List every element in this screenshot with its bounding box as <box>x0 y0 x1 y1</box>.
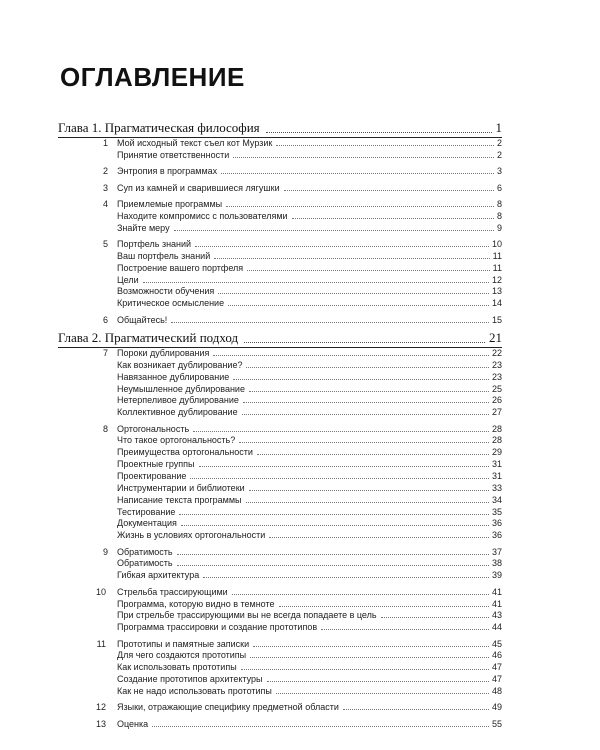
entry-title: Знайте меру <box>117 222 170 233</box>
entry-page-number: 3 <box>496 166 502 177</box>
subsection-entry[interactable] <box>117 407 502 418</box>
chapter-page-number: 1 <box>495 120 502 135</box>
subsection-entry[interactable] <box>117 686 502 697</box>
entry-title: Стрельба трассирующими <box>117 586 228 597</box>
entry-page-number: 15 <box>491 314 502 325</box>
entry-page-number: 8 <box>496 198 502 209</box>
entry-page-number: 55 <box>491 718 502 729</box>
dot-leader <box>203 570 489 578</box>
subsection-entry[interactable] <box>117 471 502 482</box>
entry-page-number: 41 <box>491 586 502 597</box>
entry-page-number: 13 <box>491 286 502 297</box>
section-number: 10 <box>95 586 106 597</box>
dot-leader <box>247 263 489 271</box>
entry-title: Преимущества ортогональности <box>117 447 253 458</box>
dot-leader <box>381 610 489 618</box>
subsection-entry[interactable] <box>117 518 502 529</box>
subsection-entry[interactable] <box>117 435 502 446</box>
section-number: 5 <box>102 238 108 249</box>
subsection-entry[interactable] <box>117 530 502 541</box>
subsection-entry[interactable] <box>117 150 502 161</box>
subsection-entry[interactable] <box>117 558 502 569</box>
section-number: 8 <box>102 423 108 434</box>
dot-leader <box>292 211 494 219</box>
section-number: 6 <box>102 314 108 325</box>
entry-title: Энтропия в программах <box>117 166 218 177</box>
subsection-entry[interactable] <box>117 384 502 395</box>
entry-page-number: 46 <box>491 650 502 661</box>
entry-page-number: 43 <box>491 610 502 621</box>
subsection-entry[interactable] <box>117 372 502 383</box>
dot-leader <box>179 507 489 515</box>
section-entry[interactable] <box>117 138 502 149</box>
dot-leader <box>321 622 489 630</box>
dot-leader <box>267 674 489 682</box>
entry-title: Как возникает дублирование? <box>117 359 243 370</box>
entry-title: Принятие ответственности <box>117 149 230 160</box>
subsection-entry[interactable] <box>117 211 502 222</box>
section-entry[interactable] <box>117 199 502 210</box>
section-entry[interactable] <box>117 348 502 359</box>
entry-page-number: 47 <box>491 662 502 673</box>
entry-title: Жизнь в условиях ортогональности <box>117 530 266 541</box>
dot-leader <box>177 547 489 555</box>
dot-leader <box>253 639 489 647</box>
section-entry[interactable] <box>117 315 502 326</box>
dot-leader <box>190 471 489 479</box>
entry-title: Находите компромисс с пользователями <box>117 210 288 221</box>
entry-page-number: 22 <box>491 348 502 358</box>
entry-title: Как не надо использовать прототипы <box>117 685 272 696</box>
subsection-entry[interactable] <box>117 447 502 458</box>
entry-title: Цели <box>117 274 139 285</box>
entry-page-number: 6 <box>496 182 502 193</box>
subsection-entry[interactable] <box>117 395 502 406</box>
entry-title: Критическое осмысление <box>117 298 225 309</box>
dot-leader <box>266 132 492 133</box>
entry-title: Создание прототипов архитектуры <box>117 674 263 685</box>
entry-title: Построение вашего портфеля <box>117 262 244 273</box>
entry-page-number: 31 <box>491 459 502 470</box>
chapter-title: Глава 1. Прагматическая философия <box>58 120 260 135</box>
entry-title: Программа, которую видно в темноте <box>117 598 275 609</box>
entry-title: Как использовать прототипы <box>117 662 237 673</box>
dot-leader <box>257 447 489 455</box>
entry-page-number: 23 <box>491 371 502 382</box>
entry-page-number: 31 <box>491 471 502 481</box>
dot-leader <box>276 686 489 694</box>
entry-title: Пороки дублирования <box>117 348 210 358</box>
section-number: 1 <box>102 138 108 148</box>
dot-leader <box>241 662 489 670</box>
subsection-entry[interactable] <box>117 251 502 262</box>
section-number: 13 <box>95 718 106 729</box>
entry-title: Возможности обучения <box>117 286 215 297</box>
entry-page-number: 41 <box>491 598 502 609</box>
dot-leader <box>171 315 489 323</box>
page-title: ОГЛАВЛЕНИЕ <box>60 62 245 92</box>
entry-page-number: 37 <box>491 546 502 557</box>
dot-leader <box>269 530 489 538</box>
entry-title: Общайтесь! <box>117 314 168 325</box>
dot-leader <box>343 702 489 710</box>
subsection-entry[interactable] <box>117 459 502 470</box>
dot-leader <box>249 483 489 491</box>
entry-title: Программа трассировки и создание прототипов <box>117 622 318 633</box>
subsection-entry[interactable] <box>117 275 502 286</box>
entry-page-number: 33 <box>491 482 502 493</box>
dot-leader <box>246 495 489 503</box>
dot-leader <box>244 342 485 343</box>
section-entry[interactable] <box>117 639 502 650</box>
subsection-entry[interactable] <box>117 298 502 309</box>
dot-leader <box>152 719 489 727</box>
section-number: 2 <box>102 166 108 177</box>
subsection-entry[interactable] <box>117 360 502 371</box>
entry-page-number: 23 <box>491 359 502 370</box>
section-number: 12 <box>95 702 106 713</box>
entry-title: Навязанное дублирование <box>117 371 230 382</box>
subsection-entry[interactable] <box>117 650 502 661</box>
chapter-title: Глава 2. Прагматический подход <box>58 330 239 345</box>
entry-title: Проектирование <box>117 471 187 481</box>
entry-page-number: 8 <box>496 210 502 221</box>
subsection-entry[interactable] <box>117 570 502 581</box>
dot-leader <box>221 166 494 174</box>
entry-title: Документация <box>117 518 177 529</box>
entry-page-number: 49 <box>491 702 502 713</box>
entry-page-number: 10 <box>491 238 502 249</box>
entry-page-number: 27 <box>491 407 502 418</box>
dot-leader <box>228 298 489 306</box>
dot-leader <box>239 435 489 443</box>
entry-title: Проектные группы <box>117 459 195 470</box>
entry-title: Написание текста программы <box>117 494 242 505</box>
entry-page-number: 34 <box>491 494 502 505</box>
entry-title: Мой исходный текст съел кот Мурзик <box>117 138 273 148</box>
entry-page-number: 11 <box>492 250 502 261</box>
entry-page-number: 44 <box>491 622 502 633</box>
entry-page-number: 47 <box>491 674 502 685</box>
entry-page-number: 2 <box>496 138 502 148</box>
entry-page-number: 36 <box>491 518 502 529</box>
subsection-entry[interactable] <box>117 610 502 621</box>
entry-title: Суп из камней и сварившиеся лягушки <box>117 182 280 193</box>
entry-title: Неумышленное дублирование <box>117 383 245 394</box>
dot-leader <box>279 599 489 607</box>
section-number: 3 <box>102 182 108 193</box>
entry-page-number: 36 <box>491 530 502 541</box>
dot-leader <box>177 558 489 566</box>
dot-leader <box>199 459 489 467</box>
entry-page-number: 26 <box>491 395 502 406</box>
entry-title: Портфель знаний <box>117 238 192 249</box>
subsection-entry[interactable] <box>117 622 502 633</box>
entry-page-number: 25 <box>491 383 502 394</box>
chapter-heading[interactable] <box>58 330 502 348</box>
dot-leader <box>213 348 489 356</box>
subsection-entry[interactable] <box>117 223 502 234</box>
section-entry[interactable] <box>117 587 502 598</box>
section-entry[interactable] <box>117 183 502 194</box>
dot-leader <box>195 239 489 247</box>
dot-leader <box>284 183 494 191</box>
subsection-entry[interactable] <box>117 662 502 673</box>
entry-title: Приемлемые программы <box>117 198 223 209</box>
subsection-entry[interactable] <box>117 507 502 518</box>
entry-page-number: 45 <box>491 638 502 649</box>
entry-page-number: 28 <box>491 435 502 446</box>
entry-title: Гибкая архитектура <box>117 570 200 581</box>
entry-title: Инструментарии и библиотеки <box>117 482 245 493</box>
section-number: 4 <box>102 198 108 209</box>
section-entry[interactable] <box>117 719 502 730</box>
section-entry[interactable] <box>117 702 502 713</box>
dot-leader <box>226 199 494 207</box>
dot-leader <box>232 587 489 595</box>
entry-title: Обратимость <box>117 558 173 569</box>
section-entry[interactable] <box>117 166 502 177</box>
entry-title: Ваш портфель знаний <box>117 250 211 261</box>
section-number: 9 <box>102 546 108 557</box>
entry-title: Для чего создаются прототипы <box>117 650 247 661</box>
subsection-entry[interactable] <box>117 286 502 297</box>
entry-title: Нетерпеливое дублирование <box>117 395 239 406</box>
dot-leader <box>233 372 489 380</box>
section-entry[interactable] <box>117 424 502 435</box>
dot-leader <box>249 384 489 392</box>
dot-leader <box>193 424 489 432</box>
entry-page-number: 9 <box>496 222 502 233</box>
entry-page-number: 12 <box>491 274 502 285</box>
dot-leader <box>246 360 489 368</box>
entry-title: При стрельбе трассирующими вы не всегда попадаете в цель <box>117 610 377 621</box>
dot-leader <box>218 286 489 294</box>
entry-page-number: 48 <box>491 685 502 696</box>
dot-leader <box>174 223 494 231</box>
entry-title: Коллективное дублирование <box>117 407 238 418</box>
entry-page-number: 29 <box>491 447 502 458</box>
entry-page-number: 28 <box>491 423 502 434</box>
dot-leader <box>242 407 489 415</box>
entry-title: Языки, отражающие специфику предметной области <box>117 702 339 713</box>
chapter-page-number: 21 <box>489 330 502 345</box>
entry-page-number: 38 <box>491 558 502 569</box>
section-number: 7 <box>102 348 108 358</box>
section-entry[interactable] <box>117 239 502 250</box>
entry-page-number: 11 <box>492 262 502 273</box>
subsection-entry[interactable] <box>117 483 502 494</box>
dot-leader <box>214 251 489 259</box>
dot-leader <box>276 138 494 146</box>
dot-leader <box>181 518 489 526</box>
section-number: 11 <box>96 638 106 649</box>
entry-page-number: 14 <box>491 298 502 309</box>
entry-title: Прототипы и памятные записки <box>117 638 250 649</box>
subsection-entry[interactable] <box>117 674 502 685</box>
chapter-heading[interactable] <box>58 120 502 138</box>
entry-title: Обратимость <box>117 546 173 557</box>
entry-title: Тестирование <box>117 506 176 517</box>
entry-title: Что такое ортогональность? <box>117 435 236 446</box>
entry-title: Ортогональность <box>117 423 190 434</box>
dot-leader <box>243 395 489 403</box>
dot-leader <box>233 150 494 158</box>
subsection-entry[interactable] <box>117 495 502 506</box>
subsection-entry[interactable] <box>117 599 502 610</box>
dot-leader <box>143 275 489 283</box>
entry-page-number: 35 <box>491 506 502 517</box>
dot-leader <box>250 650 489 658</box>
subsection-entry[interactable] <box>117 263 502 274</box>
entry-page-number: 39 <box>491 570 502 581</box>
entry-title: Оценка <box>117 718 149 729</box>
section-entry[interactable] <box>117 547 502 558</box>
entry-page-number: 2 <box>496 149 502 160</box>
